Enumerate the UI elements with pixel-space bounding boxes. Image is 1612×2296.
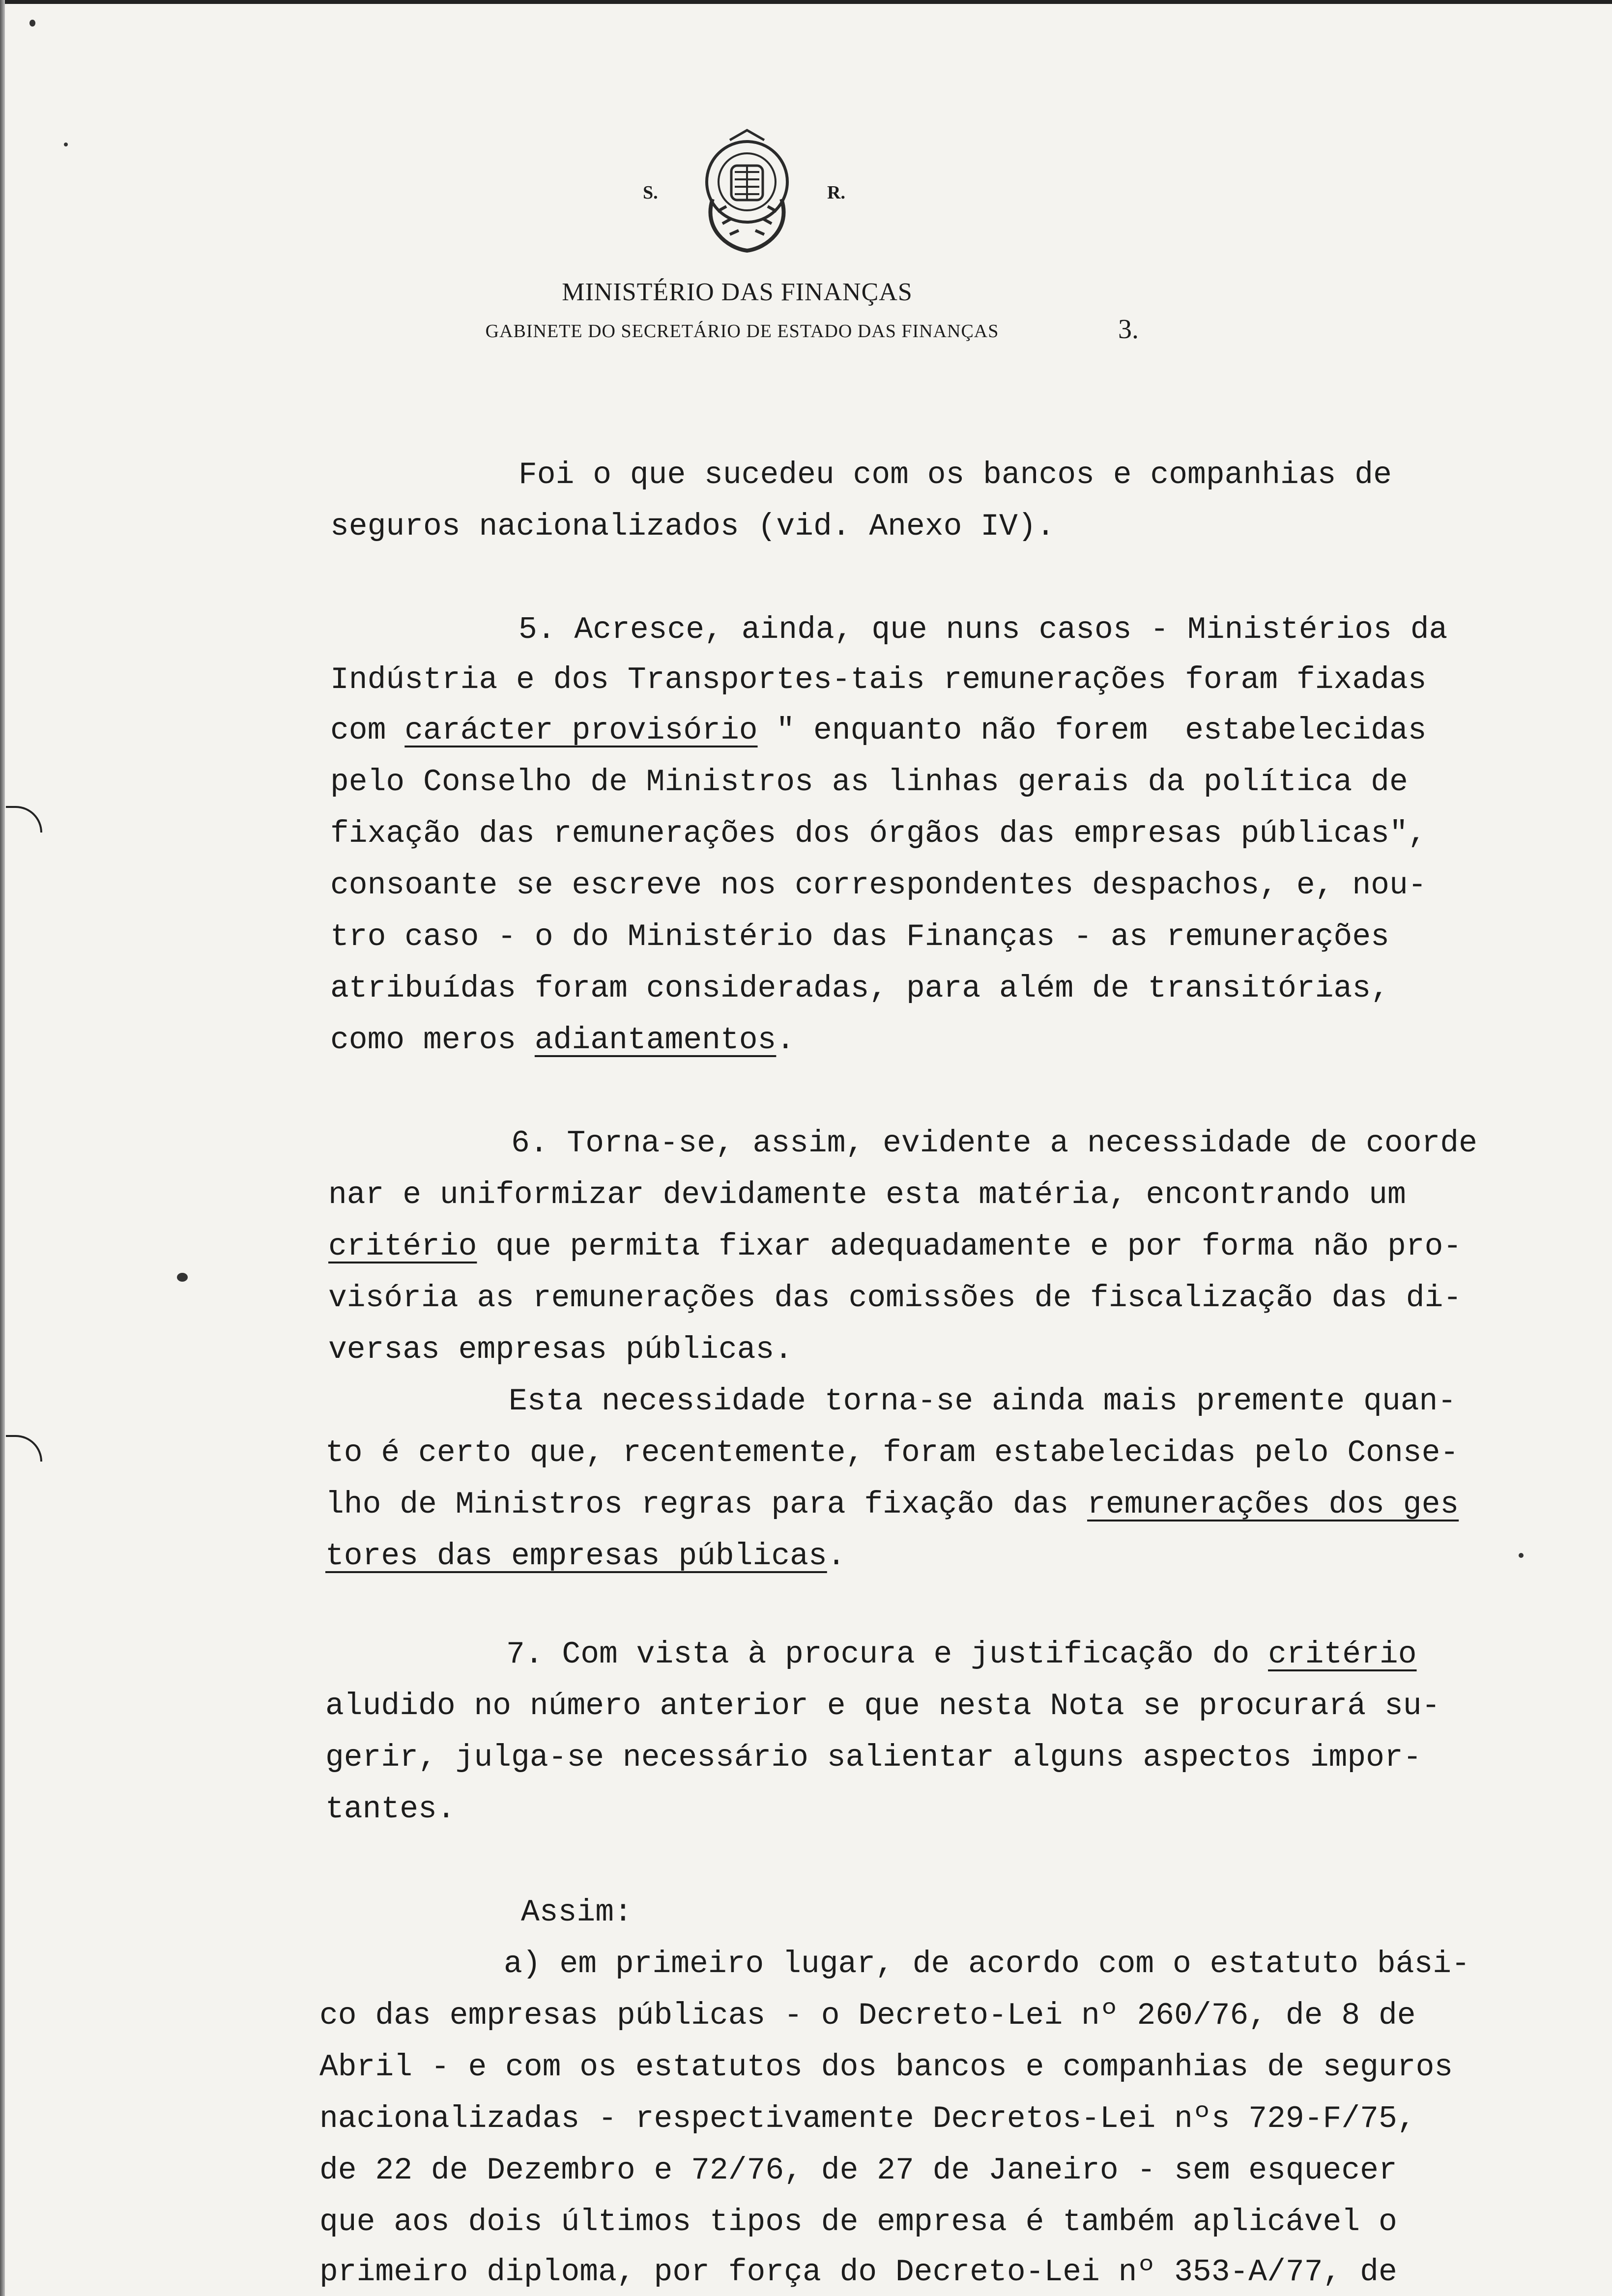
text-segment: lho de Ministros regras para fixação das <box>325 1487 1088 1522</box>
text-line <box>328 1179 1406 1210</box>
text-line <box>325 1541 846 1572</box>
text-segment: nacionalizadas - respectivamente Decretos-Lei nºs 729-F/75, <box>319 2101 1416 2136</box>
text-line <box>328 1283 1462 1314</box>
text-line <box>319 2103 1416 2134</box>
text-segment: Indústria e dos Transportes-tais remunerações foram fixadas <box>330 662 1427 697</box>
underlined-text: remunerações dos ges <box>1087 1487 1459 1522</box>
text-line <box>506 1639 1417 1670</box>
text-segment: seguros nacionalizados (vid. Anexo IV). <box>330 509 1055 544</box>
text-line <box>319 2207 1397 2238</box>
scan-speck <box>64 143 68 146</box>
text-line <box>330 511 1055 542</box>
text-segment: consoante se escreve nos correspondentes despachos, e, nou- <box>330 868 1427 903</box>
text-segment: tro caso - o do Ministério das Finanças - as remunerações <box>330 919 1389 954</box>
text-line <box>518 459 1392 490</box>
text-segment: primeiro diploma, por força do Decreto-Lei nº 353-A/77, de <box>319 2255 1397 2290</box>
cabinet-name: GABINETE DO SECRETÁRIO DE ESTADO DAS FINANÇAS <box>485 321 999 342</box>
text-line <box>328 1334 793 1365</box>
text-line <box>518 614 1447 645</box>
text-line <box>319 2257 1397 2288</box>
text-segment: Abril - e com os estatutos dos bancos e companhias de seguros <box>319 2050 1453 2085</box>
text-segment: pelo Conselho de Ministros as linhas gerais da política de <box>330 765 1408 800</box>
text-segment: versas empresas públicas. <box>328 1332 793 1367</box>
text-segment: . <box>827 1539 846 1574</box>
underlined-text: critério <box>1268 1637 1417 1672</box>
scan-speck <box>177 1273 188 1282</box>
text-segment: visória as remunerações das comissões de fiscalização das di- <box>328 1281 1462 1316</box>
text-segment: como meros <box>330 1023 535 1058</box>
text-line <box>330 870 1427 901</box>
text-segment: 5. Acresce, ainda, que nuns casos - Ministérios da <box>518 612 1448 647</box>
text-line <box>330 1025 795 1056</box>
text-line <box>325 1489 1459 1520</box>
seal-letter-r: R. <box>827 182 845 203</box>
text-segment: 6. Torna-se, assim, evidente a necessidade de coorde <box>511 1126 1477 1161</box>
text-line <box>330 818 1427 849</box>
text-segment: Esta necessidade torna-se ainda mais premente quan- <box>509 1384 1457 1419</box>
text-segment: nar e uniformizar devidamente esta matéria, encontrando um <box>328 1177 1406 1212</box>
underlined-text: carácter provisório <box>404 713 758 748</box>
text-segment: gerir, julga-se necessário salientar alguns aspectos impor- <box>325 1740 1422 1775</box>
text-segment: co das empresas públicas - o Decreto-Lei nº 260/76, de 8 de <box>319 1998 1416 2033</box>
text-line <box>325 1794 456 1825</box>
text-segment: Foi o que sucedeu com os bancos e companhias de <box>518 458 1392 492</box>
underlined-text: critério <box>328 1229 477 1264</box>
underlined-text: adiantamentos <box>534 1023 777 1058</box>
text-line <box>330 715 1427 746</box>
text-segment: tantes. <box>325 1792 456 1827</box>
scan-speck <box>1519 1553 1524 1558</box>
text-line <box>330 973 1389 1004</box>
underlined-text: tores das empresas públicas <box>325 1539 827 1574</box>
text-segment: a) em primeiro lugar, de acordo com o estatuto bási- <box>504 1947 1470 1981</box>
seal-letter-s: S. <box>643 182 658 203</box>
text-line <box>330 767 1408 798</box>
text-line <box>521 1897 633 1928</box>
text-line <box>509 1386 1456 1417</box>
text-segment: " enquanto não forem estabelecidas <box>757 713 1427 748</box>
text-segment: . <box>776 1023 795 1058</box>
text-line <box>325 1437 1459 1468</box>
text-line <box>330 921 1389 952</box>
page-number: 3. <box>1118 314 1139 344</box>
ministry-name: MINISTÉRIO DAS FINANÇAS <box>562 278 913 306</box>
text-segment: atribuídas foram consideradas, para além de transitórias, <box>330 971 1389 1006</box>
text-segment: 7. Com vista à procura e justificação do <box>506 1637 1268 1672</box>
text-line <box>325 1691 1440 1722</box>
text-segment: to é certo que, recentemente, foram estabelecidas pelo Conse- <box>325 1435 1459 1470</box>
text-line <box>328 1231 1462 1262</box>
scan-speck <box>29 20 35 27</box>
text-line <box>325 1742 1422 1773</box>
text-line <box>319 2052 1453 2083</box>
text-line <box>319 2155 1397 2186</box>
text-segment: fixação das remunerações dos órgãos das empresas públicas", <box>330 816 1427 851</box>
text-line <box>511 1128 1477 1159</box>
text-segment: que permita fixar adequadamente e por forma não pro- <box>477 1229 1462 1264</box>
text-segment: de 22 de Dezembro e 72/76, de 27 de Janeiro - sem esquecer <box>319 2153 1397 2188</box>
text-segment: que aos dois últimos tipos de empresa é também aplicável o <box>319 2205 1397 2239</box>
text-segment: com <box>330 713 405 748</box>
text-line <box>504 1949 1470 1980</box>
text-line <box>319 2000 1416 2031</box>
text-line <box>330 664 1427 695</box>
text-segment: aludido no número anterior e que nesta Nota se procurará su- <box>325 1689 1440 1723</box>
text-segment: Assim: <box>521 1895 633 1930</box>
